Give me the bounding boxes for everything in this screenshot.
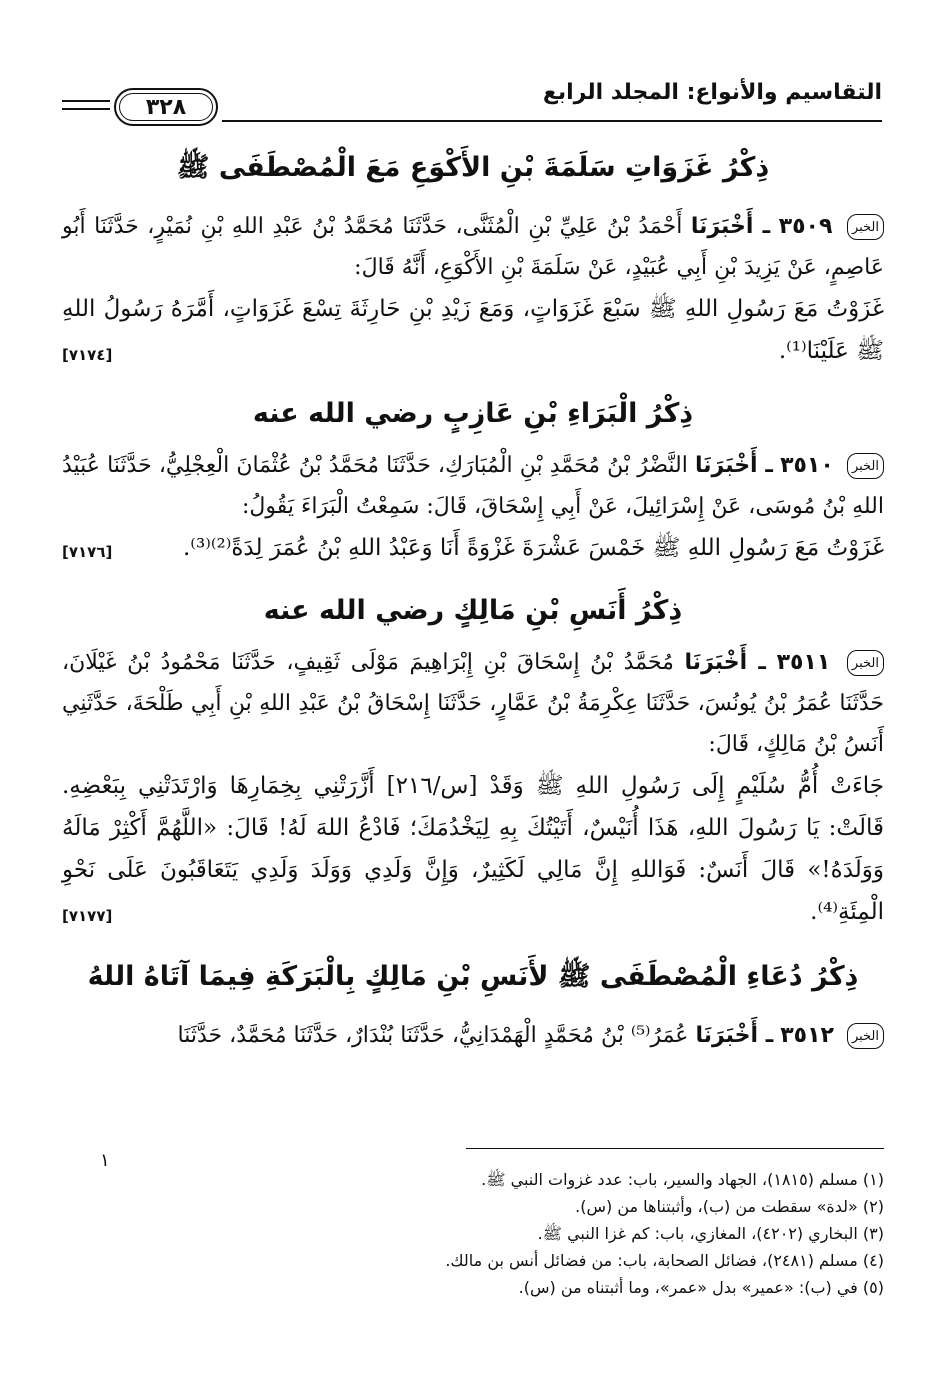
section-title: ذِكْرُ أَنَسِ بْنِ مَالِكٍ رضي الله عنه [263, 595, 683, 626]
footnote: (١) مسلم (١٨١٥)، الجهاد والسير، باب: عدد غزوات النبي ﷺ. [481, 1170, 884, 1189]
hadith-number: ٣٥١٠ [780, 453, 834, 478]
section-title: ذِكْرُ الْبَرَاءِ بْنِ عَازِبٍ رضي الله عنه [252, 398, 694, 429]
intro-keyword: أَخْبَرَنَا [695, 453, 758, 478]
matn-text: غَزَوْتُ مَعَ رَسُولِ اللهِ ﷺ سَبْعَ غَزَوَاتٍ، وَمَعَ زَيْدِ بْنِ حَارِثَةَ تِسْعَ غَزَوَاتٍ، أَمَّرَهُ رَسُولُ اللهِ ﷺ عَلَيْنَا⁽¹⁾. [62, 296, 884, 364]
section-title: ذِكْرُ غَزَوَاتِ سَلَمَةَ بْنِ الأَكْوَعِ مَعَ الْمُصْطَفَى ﷺ [176, 152, 770, 183]
footnote-marker: ١ [100, 1150, 110, 1171]
footnote: (٣) البخاري (٤٢٠٢)، المغازي، باب: كم غزا النبي ﷺ. [537, 1224, 884, 1243]
hadith-number: ٣٥١٢ [780, 1023, 834, 1048]
khabar-icon: الخبر [847, 1023, 884, 1049]
header-ornament [62, 100, 110, 110]
matn [62, 765, 884, 933]
hadith-block [62, 398, 884, 573]
hadith-block [62, 595, 884, 937]
reference-number: [٧١٧٧] [62, 907, 113, 925]
footnote: (٤) مسلم (٢٤٨١)، فضائل الصحابة، باب: من فضائل أنس بن مالك. [445, 1251, 884, 1270]
reference-number: [٧١٧٦] [62, 543, 113, 561]
footnotes [62, 1166, 884, 1301]
isnad-text: عُمَرُ⁽⁵⁾ بْنُ مُحَمَّدٍ الْهَمْدَانِيُّ، حَدَّثَنَا بُنْدَارٌ، حَدَّثَنَا مُحَمَّدٌ، حَدَّثَنَا [177, 1023, 689, 1048]
running-header [62, 72, 882, 124]
matn-text: غَزَوْتُ مَعَ رَسُولِ اللهِ ﷺ خَمْسَ عَشْرَةَ غَزْوَةً أَنَا وَعَبْدُ اللهِ بْنُ عُمَرَ لِدَةً⁽²⁾⁽³⁾. [182, 535, 884, 561]
header-title: التقاسيم والأنواع: المجلد الرابع [542, 80, 882, 105]
isnad-text: مُحَمَّدُ بْنُ إِسْحَاقَ بْنِ إِبْرَاهِيمَ مَوْلَى ثَقِيفٍ، حَدَّثَنَا مَحْمُودُ بْنُ غَيْلَانَ، حَدَّثَنَا عُمَرُ بْنُ يُونُسَ، حَدَّثَنَا عِكْرِمَةُ بْنُ عَمَّارٍ، حَدَّثَنَا إِسْحَاقُ بْنُ عَبْدِ اللهِ بْنِ أَبِي طَلْحَةَ، حَدَّثَنِي أَنَسُ بْنُ مَالِكٍ، قَالَ: [62, 650, 884, 757]
matn [62, 288, 884, 372]
isnad-text: أَحْمَدُ بْنُ عَلِيِّ بْنِ الْمُثَنَّى، حَدَّثَنَا مُحَمَّدُ بْنُ عَبْدِ اللهِ بْنِ نُمَيْرٍ، حَدَّثَنَا أَبُو عَاصِمٍ، عَنْ يَزِيدَ بْنِ أَبِي عُبَيْدٍ، عَنْ سَلَمَةَ بْنِ الأَكْوَعِ، أَنَّهُ قَالَ: [62, 214, 884, 280]
isnad: الخبر ٣٥١٢ ـ أَخْبَرَنَا عُمَرُ⁽⁵⁾ بْنُ مُحَمَّدٍ الْهَمْدَانِيُّ، حَدَّثَنَا بُنْدَارٌ، حَدَّثَنَا مُحَمَّدٌ، حَدَّثَنَا [62, 1015, 884, 1056]
khabar-icon: الخبر [847, 453, 884, 479]
header-rule [222, 120, 882, 122]
matn [62, 527, 884, 569]
hadith-block [62, 150, 884, 376]
page-number: ٣٢٨ [114, 88, 218, 126]
section-title: ذِكْرُ دُعَاءِ الْمُصْطَفَى ﷺ لأَنَسِ بْنِ مَالِكٍ بِالْبَرَكَةِ فِيمَا آتَاهُ اللهُ [87, 961, 859, 992]
isnad: الخبر ٣٥١٠ ـ أَخْبَرَنَا النَّضْرُ بْنُ مُحَمَّدِ بْنِ الْمُبَارَكِ، حَدَّثَنَا مُحَمَّدُ بْنُ عُثْمَانَ الْعِجْلِيُّ، حَدَّثَنَا عُبَيْدُ اللهِ بْنُ مُوسَى، عَنْ إِسْرَائِيلَ، عَنْ أَبِي إِسْحَاقَ، قَالَ: سَمِعْتُ الْبَرَاءَ يَقُولُ: [62, 453, 884, 519]
main-content [62, 150, 884, 1078]
footnote: (٢) «لدة» سقطت من (ب)، وأثبتناها من (س). [575, 1197, 884, 1216]
intro-keyword: أَخْبَرَنَا [690, 214, 754, 239]
khabar-icon: الخبر [847, 214, 884, 240]
isnad: الخبر ٣٥١١ ـ أَخْبَرَنَا مُحَمَّدُ بْنُ إِسْحَاقَ بْنِ إِبْرَاهِيمَ مَوْلَى ثَقِيفٍ، حَدَّثَنَا مَحْمُودُ بْنُ غَيْلَانَ، حَدَّثَنَا عُمَرُ بْنُ يُونُسَ، حَدَّثَنَا عِكْرِمَةُ بْنُ عَمَّارٍ، حَدَّثَنَا إِسْحَاقُ بْنُ عَبْدِ اللهِ بْنِ أَبِي طَلْحَةَ، حَدَّثَنِي أَنَسُ بْنُ مَالِكٍ، قَالَ: [62, 650, 884, 757]
hadith-number: ٣٥٠٩ [778, 214, 833, 239]
isnad: الخبر ٣٥٠٩ ـ أَخْبَرَنَا أَحْمَدُ بْنُ عَلِيِّ بْنِ الْمُثَنَّى، حَدَّثَنَا مُحَمَّدُ بْنُ عَبْدِ اللهِ بْنِ نُمَيْرٍ، حَدَّثَنَا أَبُو عَاصِمٍ، عَنْ يَزِيدَ بْنِ أَبِي عُبَيْدٍ، عَنْ سَلَمَةَ بْنِ الأَكْوَعِ، أَنَّهُ قَالَ: [62, 214, 884, 280]
reference-number: [٧١٧٤] [62, 346, 113, 364]
footnote-rule [466, 1148, 884, 1149]
matn-text: جَاءَتْ أُمُّ سُلَيْمٍ إِلَى رَسُولِ اللهِ ﷺ وَقَدْ [س/٢١٦] أَزَّرَتْنِي بِخِمَارِهَا وَارْتَدَتْنِي بِبَعْضِهِ. قَالَتْ: يَا رَسُولَ اللهِ، هَذَا أُنَيْسٌ، أَتَيْتُكَ بِهِ لِيَخْدُمَكَ؛ فَادْعُ اللهَ لَهُ! قَالَ: «اللَّهُمَّ أَكْثِرْ مَالَهُ وَوَلَدَهُ!» قَالَ أَنَسٌ: فَوَاللهِ إِنَّ مَالِي لَكَثِيرٌ، وَإِنَّ وَلَدِي وَوَلَدَ وَلَدِي يَتَعَاقَبُونَ عَلَى نَحْوِ الْمِئَةِ⁽⁴⁾. [62, 773, 885, 925]
khabar-icon: الخبر [847, 650, 884, 676]
intro-keyword: أَخْبَرَنَا [684, 650, 748, 675]
footnote: (٥) في (ب): «عمير» بدل «عمر»، وما أثبتناه من (س). [518, 1278, 884, 1297]
intro-keyword: أَخْبَرَنَا [695, 1023, 759, 1048]
isnad-text: النَّضْرُ بْنُ مُحَمَّدِ بْنِ الْمُبَارَكِ، حَدَّثَنَا مُحَمَّدُ بْنُ عُثْمَانَ الْعِجْلِيُّ، حَدَّثَنَا عُبَيْدُ اللهِ بْنُ مُوسَى، عَنْ إِسْرَائِيلَ، عَنْ أَبِي إِسْحَاقَ، قَالَ: سَمِعْتُ الْبَرَاءَ يَقُولُ: [62, 453, 884, 519]
hadith-block [62, 959, 884, 1056]
hadith-number: ٣٥١١ [776, 650, 831, 675]
